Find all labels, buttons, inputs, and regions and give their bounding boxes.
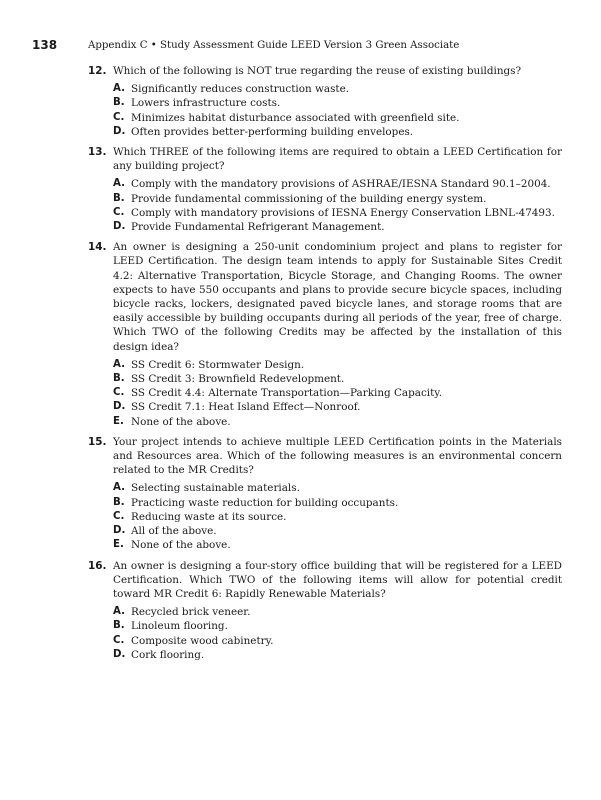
answer-option: [113, 177, 562, 191]
question-number: 16.: [88, 559, 107, 572]
option-text: SS Credit 7.1: Heat Island Effect—Nonroof.: [131, 401, 361, 414]
answer-options: [88, 358, 562, 429]
option-letter: A.: [113, 83, 125, 95]
page-number: 138: [32, 38, 58, 52]
option-letter: C.: [113, 387, 125, 399]
option-letter: E.: [113, 415, 124, 427]
option-text: Recycled brick veneer.: [131, 606, 251, 619]
option-letter: D.: [113, 401, 126, 413]
option-letter: D.: [113, 221, 126, 233]
question-number: 13.: [88, 146, 107, 159]
answer-option: [113, 96, 562, 110]
answer-option: [113, 125, 562, 139]
option-text: SS Credit 6: Stormwater Design.: [131, 358, 305, 371]
question-list: [88, 64, 562, 668]
question-15: [88, 435, 562, 553]
running-head: Appendix C • Study Assessment Guide LEED Version 3 Green Associate: [88, 40, 460, 51]
answer-option: [113, 386, 562, 400]
option-letter: B.: [113, 620, 125, 632]
option-text: SS Credit 4.4: Alternate Transportation—Parking Capacity.: [131, 387, 443, 400]
option-text: Comply with the mandatory provisions of ASHRAE/IESNA Standard 90.1–2004.: [131, 178, 551, 191]
answer-option: [113, 634, 562, 648]
option-text: Composite wood cabinetry.: [131, 634, 274, 647]
option-text: SS Credit 3: Brownfield Redevelopment.: [131, 373, 345, 386]
answer-option: [113, 372, 562, 386]
answer-options: [88, 481, 562, 552]
option-text: Significantly reduces construction waste.: [131, 83, 350, 96]
answer-option: [113, 619, 562, 633]
option-letter: A.: [113, 358, 125, 370]
answer-option: [113, 400, 562, 414]
page-header: [32, 38, 572, 54]
question-12: [88, 64, 562, 139]
question-16: [88, 559, 562, 662]
answer-option: [113, 496, 562, 510]
question-stem: [88, 240, 562, 354]
question-13: [88, 145, 562, 234]
option-text: None of the above.: [131, 415, 231, 428]
option-letter: D.: [113, 525, 126, 537]
answer-option: [113, 510, 562, 524]
question-stem: [88, 435, 562, 478]
question-stem: [88, 145, 562, 173]
option-text: Cork flooring.: [131, 648, 205, 661]
option-letter: D.: [113, 125, 126, 137]
question-text: Your project intends to achieve multiple LEED Certification points in the Materials and Resources area. Which of the following measures is an environmental concern related to the MR Credits?: [113, 435, 562, 477]
option-letter: B.: [113, 496, 125, 508]
answer-option: [113, 415, 562, 429]
question-number: 12.: [88, 65, 107, 77]
answer-options: [88, 605, 562, 662]
option-letter: B.: [113, 97, 125, 109]
answer-option: [113, 220, 562, 234]
question-text: Which THREE of the following items are required to obtain a LEED Certification for any building project?: [113, 146, 562, 173]
option-text: Often provides better-performing building envelopes.: [131, 125, 414, 138]
question-text: An owner is designing a 250-unit condominium project and plans to register for LEED Certification. The design team intends to apply for Sustainable Sites Credit 4.2: Alternative Transportation, Bicycle Storage, and Changing Rooms. The owner expects to have 550 occupants and plans to provide secure bicycle spaces, including bicycle racks, lockers, designated paved bicycle lanes, and storage rooms that are easily accessible by building occupants during all periods of the year, free of charge. Which TWO of the following Credits may be affected by the installation of this design idea?: [113, 241, 562, 353]
question-number: 14.: [88, 241, 107, 254]
option-text: Selecting sustainable materials.: [131, 482, 300, 495]
answer-options: [88, 82, 562, 139]
option-letter: A.: [113, 482, 125, 494]
question-stem: [88, 559, 562, 602]
option-text: Provide fundamental commissioning of the building energy system.: [131, 192, 487, 205]
answer-option: [113, 648, 562, 662]
answer-option: [113, 605, 562, 619]
option-text: All of the above.: [131, 525, 217, 538]
option-text: Lowers infrastructure costs.: [131, 97, 281, 110]
option-letter: E.: [113, 539, 124, 551]
option-text: None of the above.: [131, 539, 231, 552]
answer-option: [113, 206, 562, 220]
answer-option: [113, 538, 562, 552]
question-14: [88, 240, 562, 429]
answer-options: [88, 177, 562, 234]
answer-option: [113, 524, 562, 538]
option-letter: C.: [113, 111, 125, 123]
answer-option: [113, 192, 562, 206]
question-stem: [88, 64, 562, 78]
option-text: Comply with mandatory provisions of IESNA Energy Conservation LBNL-47493.: [131, 206, 555, 219]
option-letter: C.: [113, 510, 125, 522]
option-text: Provide Fundamental Refrigerant Management.: [131, 221, 385, 234]
option-letter: B.: [113, 192, 125, 204]
answer-option: [113, 358, 562, 372]
option-letter: C.: [113, 634, 125, 646]
option-text: Reducing waste at its source.: [131, 510, 287, 523]
option-text: Linoleum flooring.: [131, 620, 228, 633]
answer-option: [113, 82, 562, 96]
answer-option: [113, 111, 562, 125]
answer-option: [113, 481, 562, 495]
question-text: Which of the following is NOT true regarding the reuse of existing buildings?: [113, 65, 522, 77]
option-letter: B.: [113, 373, 125, 385]
option-letter: C.: [113, 206, 125, 218]
question-text: An owner is designing a four-story office building that will be registered for a LEED Certification. Which TWO of the following items will allow for potential credit toward MR Credit 6: Rapidly Renewable Materials?: [113, 559, 562, 600]
option-letter: A.: [113, 178, 125, 190]
option-letter: A.: [113, 606, 125, 618]
option-letter: D.: [113, 648, 126, 660]
option-text: Practicing waste reduction for building occupants.: [131, 496, 399, 509]
question-number: 15.: [88, 435, 107, 448]
option-text: Minimizes habitat disturbance associated with greenfield site.: [131, 111, 460, 124]
